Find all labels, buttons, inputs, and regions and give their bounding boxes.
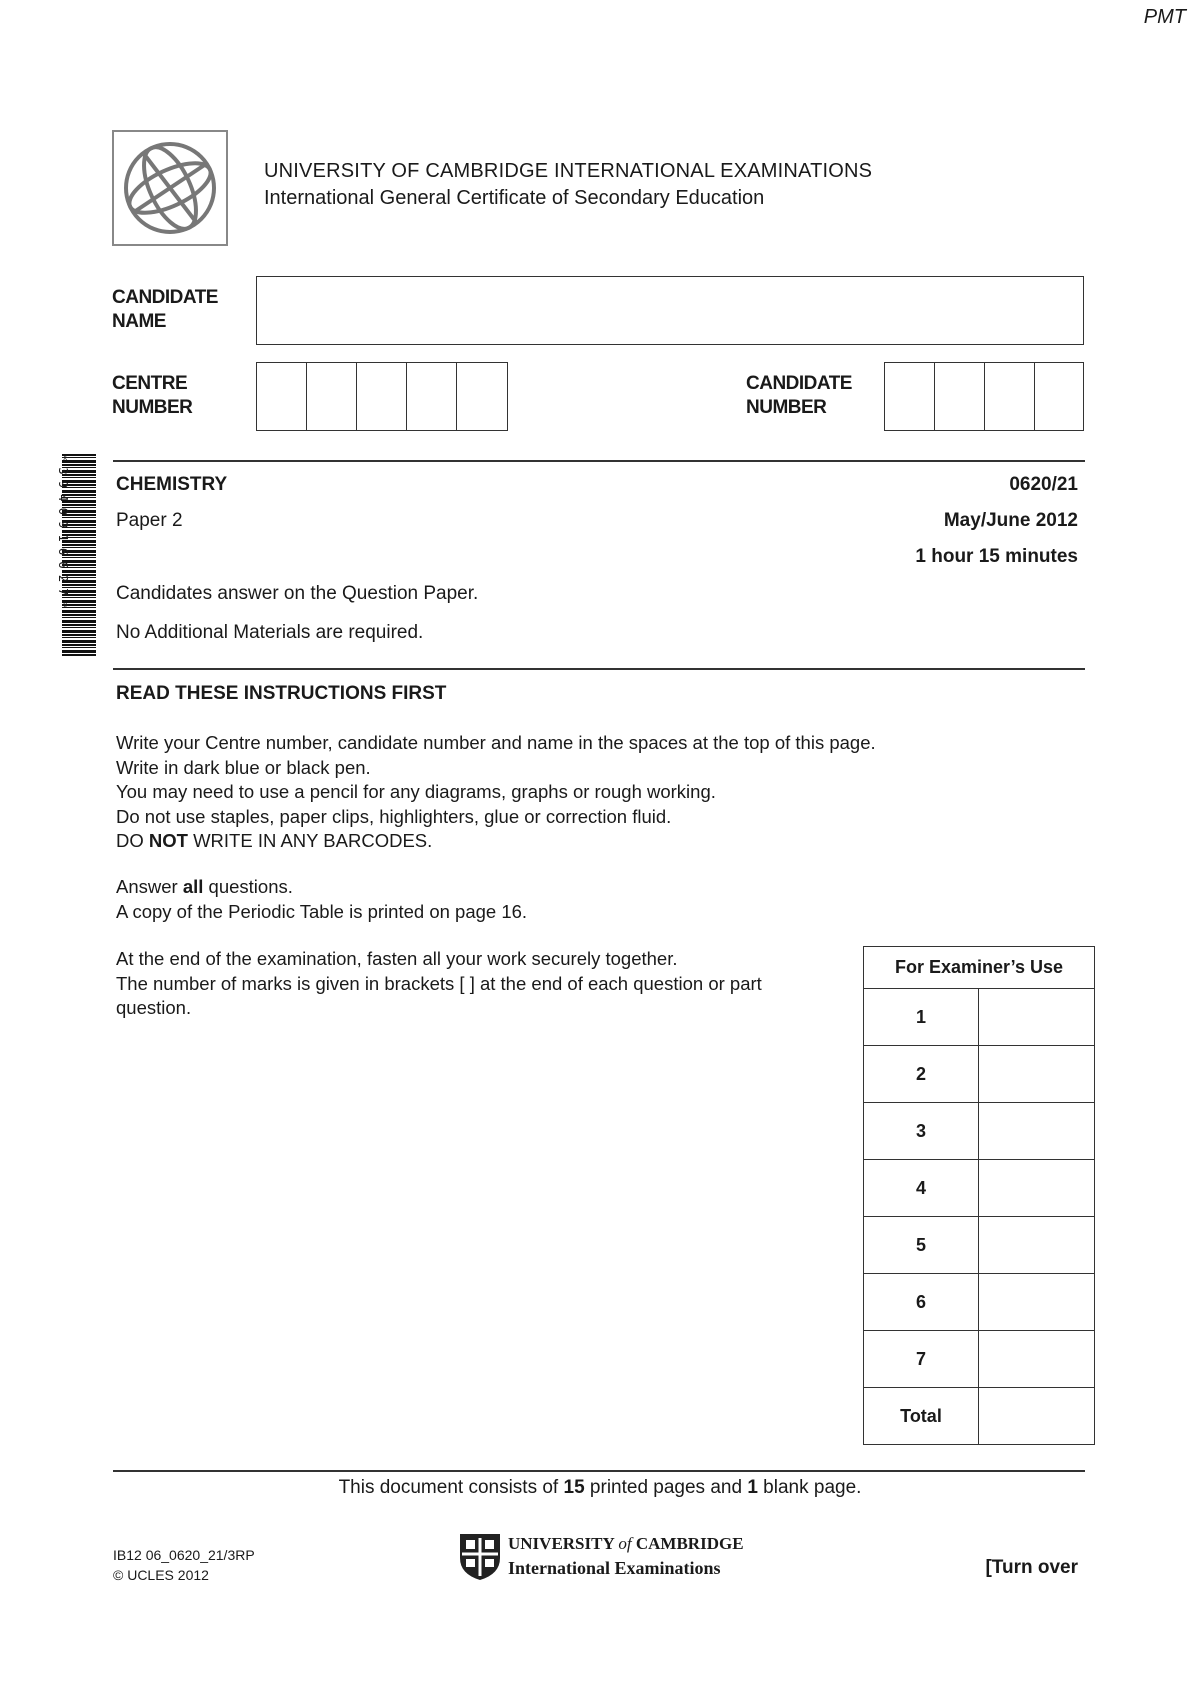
exam-duration: 1 hour 15 minutes	[915, 546, 1078, 567]
mark-cell[interactable]	[979, 989, 1095, 1046]
globe-icon	[114, 132, 226, 244]
centre-digit-box[interactable]	[357, 363, 407, 430]
candidate-digit-box[interactable]	[935, 363, 985, 430]
instruction-line: Write your Centre number, candidate number and name in the spaces at the top of this page.	[116, 732, 876, 753]
header-subtitle: International General Certificate of Secondary Education	[264, 187, 765, 209]
fasten-block	[116, 947, 856, 1021]
centre-digit-box[interactable]	[307, 363, 357, 430]
instructions-heading: READ THESE INSTRUCTIONS FIRST	[116, 683, 447, 704]
examiner-use-table	[863, 946, 1095, 1445]
candidate-digit-box[interactable]	[1035, 363, 1083, 430]
subject-title: CHEMISTRY	[116, 474, 228, 495]
turn-over-label: [Turn over	[985, 1557, 1078, 1578]
mark-cell[interactable]	[979, 1046, 1095, 1103]
mark-cell[interactable]	[979, 1103, 1095, 1160]
candidate-number-field[interactable]	[884, 362, 1084, 431]
cambridge-logo	[458, 1532, 758, 1584]
corner-label: PMT	[1143, 6, 1186, 28]
question-number: 5	[864, 1217, 979, 1274]
divider	[113, 668, 1085, 670]
barcode-text: *3940916627*	[56, 454, 70, 616]
question-number: 7	[864, 1331, 979, 1388]
instruction-line: Answer all questions.	[116, 876, 293, 897]
candidate-name-label: CANDIDATE NAME	[112, 287, 218, 332]
centre-number-label: CENTRE NUMBER	[112, 373, 193, 418]
question-number: 3	[864, 1103, 979, 1160]
mark-cell[interactable]	[979, 1274, 1095, 1331]
mark-cell[interactable]	[979, 1217, 1095, 1274]
paper-name: Paper 2	[116, 510, 183, 531]
centre-digit-box[interactable]	[457, 363, 507, 430]
document-reference: IB12 06_0620_21/3RP © UCLES 2012	[113, 1547, 255, 1583]
instruction-line: A copy of the Periodic Table is printed on page 16.	[116, 900, 528, 922]
candidate-digit-box[interactable]	[885, 363, 935, 430]
centre-digit-box[interactable]	[257, 363, 307, 430]
page-count-note: This document consists of 15 printed pages and 1 blank page.	[338, 1477, 862, 1498]
total-label: Total	[864, 1388, 979, 1445]
examiner-table-heading: For Examiner’s Use	[864, 947, 1095, 989]
instruction-line: Write in dark blue or black pen.	[116, 756, 371, 778]
logo-line-1: UNIVERSITY of CAMBRIDGE	[508, 1534, 744, 1553]
instruction-line: Do not use staples, paper clips, highlighters, glue or correction fluid.	[116, 805, 672, 827]
question-number: 4	[864, 1160, 979, 1217]
instruction-line: You may need to use a pencil for any diagrams, graphs or rough working.	[116, 781, 716, 802]
header-title: UNIVERSITY OF CAMBRIDGE INTERNATIONAL EXAMINATIONS	[264, 160, 873, 182]
candidate-name-field[interactable]	[256, 276, 1084, 345]
cambridge-shield-icon	[458, 1532, 502, 1582]
divider	[113, 1470, 1085, 1472]
globe-logo	[112, 130, 228, 246]
question-number: 6	[864, 1274, 979, 1331]
mark-cell[interactable]	[979, 1160, 1095, 1217]
barcode	[56, 454, 96, 656]
question-number: 2	[864, 1046, 979, 1103]
total-mark-cell[interactable]	[979, 1388, 1095, 1445]
logo-line-2: International Examinations	[508, 1558, 721, 1578]
materials-note: No Additional Materials are required.	[116, 622, 424, 643]
instruction-line: The number of marks is given in brackets [ ] at the end of each question or part	[116, 972, 762, 994]
mark-cell[interactable]	[979, 1331, 1095, 1388]
paper-code: 0620/21	[1009, 474, 1078, 495]
centre-digit-box[interactable]	[407, 363, 457, 430]
candidate-number-label: CANDIDATE NUMBER	[746, 373, 852, 418]
answer-block	[116, 875, 527, 924]
instruction-line: question.	[116, 997, 192, 1018]
candidate-digit-box[interactable]	[985, 363, 1035, 430]
divider	[113, 460, 1085, 462]
answer-note: Candidates answer on the Question Paper.	[116, 583, 479, 604]
instruction-line: DO NOT WRITE IN ANY BARCODES.	[116, 830, 433, 851]
instruction-line: At the end of the examination, fasten all your work securely together.	[116, 948, 678, 969]
centre-number-field[interactable]	[256, 362, 508, 431]
question-number: 1	[864, 989, 979, 1046]
exam-session: May/June 2012	[943, 510, 1078, 531]
instructions-block	[116, 731, 876, 854]
